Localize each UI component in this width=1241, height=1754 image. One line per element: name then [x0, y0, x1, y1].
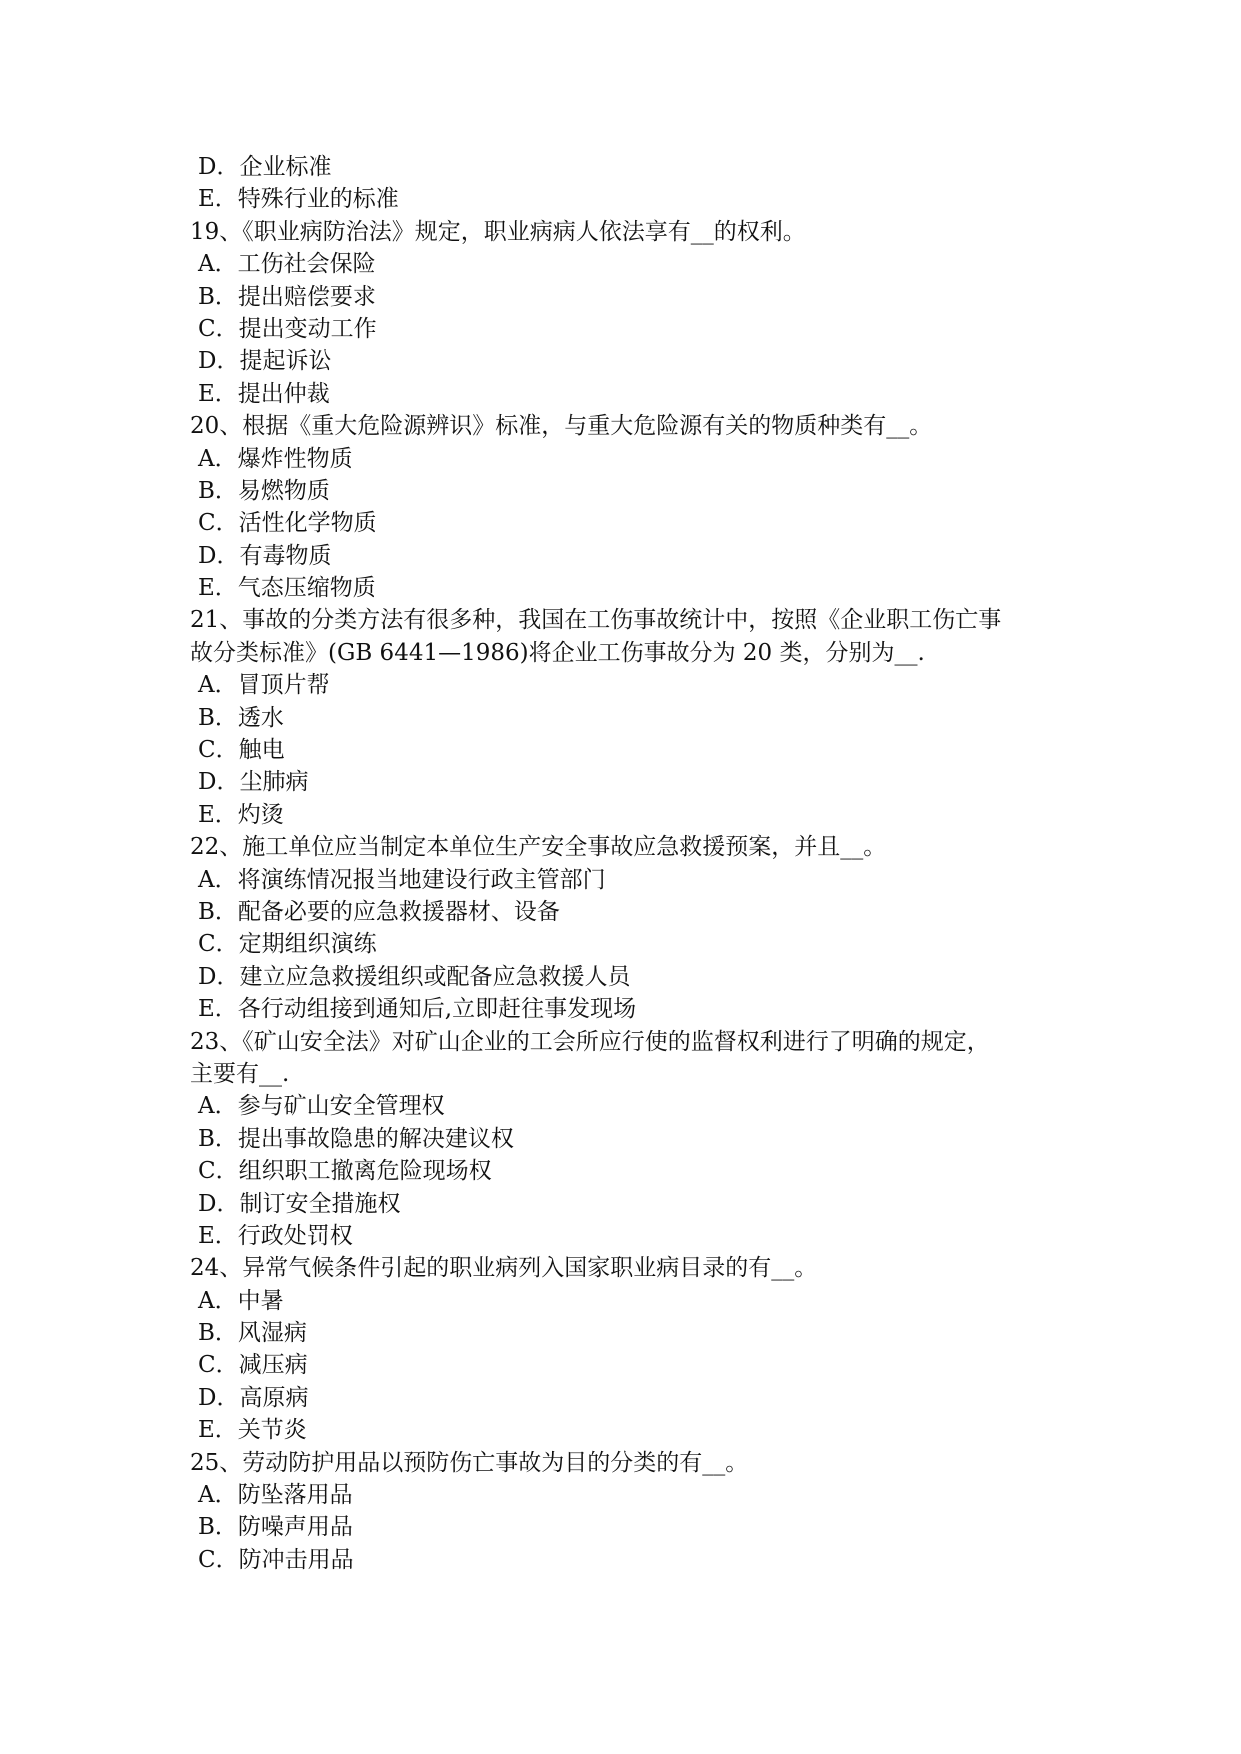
option-line: D．制订安全措施权	[198, 1190, 401, 1217]
option-line: C．定期组织演练	[198, 931, 377, 958]
option-line: B．透水	[198, 704, 284, 731]
option-line: A．参与矿山安全管理权	[198, 1093, 445, 1120]
option-line: C．减压病	[198, 1352, 308, 1379]
option-line: E．关节炎	[198, 1417, 307, 1444]
option-line: C．活性化学物质	[198, 510, 377, 537]
question-line: 22、施工单位应当制定本单位生产安全事故应急救援预案，并且__。	[190, 834, 887, 861]
option-line: E．各行动组接到通知后,立即赶往事发现场	[198, 996, 637, 1023]
option-line: B．提出赔偿要求	[198, 283, 376, 310]
option-line: D．建立应急救援组织或配备应急救援人员	[198, 963, 631, 990]
option-line: A．防坠落用品	[198, 1482, 353, 1509]
option-line: A．将演练情况报当地建设行政主管部门	[198, 866, 606, 893]
option-line: A．冒顶片帮	[198, 672, 330, 699]
option-line: B．配备必要的应急救援器材、设备	[198, 898, 560, 925]
option-line: E．提出仲裁	[198, 380, 330, 407]
option-line: D．企业标准	[198, 154, 332, 180]
option-line: A．工伤社会保险	[198, 251, 376, 278]
option-line: B．防噪声用品	[198, 1514, 353, 1541]
question-line: 25、劳动防护用品以预防伤亡事故为目的分类的有__。	[190, 1449, 749, 1476]
option-line: E．特殊行业的标准	[198, 186, 399, 213]
option-line: E．行政处罚权	[198, 1222, 353, 1249]
option-line: C．提出变动工作	[198, 315, 377, 342]
option-line: B．风湿病	[198, 1320, 307, 1347]
option-line: D．有毒物质	[198, 542, 332, 569]
option-line: B．易燃物质	[198, 477, 330, 504]
option-line: C．触电	[198, 737, 285, 764]
option-line: C．防冲击用品	[198, 1546, 354, 1573]
option-line: B．提出事故隐患的解决建议权	[198, 1125, 514, 1152]
option-line: E．气态压缩物质	[198, 575, 376, 602]
option-line: C．组织职工撤离危险现场权	[198, 1158, 492, 1185]
option-line: D．高原病	[198, 1384, 309, 1411]
question-line: 24、异常气候条件引起的职业病列入国家职业病目录的有__。	[190, 1255, 818, 1282]
question-line: 21、事故的分类方法有很多种，我国在工伤事故统计中，按照《企业职工伤亡事	[190, 607, 1002, 634]
exam-question-list	[190, 151, 1060, 1576]
option-line: E．灼烫	[198, 801, 284, 828]
option-line: A．中暑	[198, 1287, 284, 1314]
question-line: 23、《矿山安全法》对矿山企业的工会所应行使的监督权利进行了明确的规定，	[190, 1028, 990, 1055]
question-continuation-line: 主要有__.	[190, 1060, 290, 1087]
question-continuation-line: 故分类标准》(GB 6441—1986)将企业工伤事故分为 20 类，分别为__.	[190, 639, 925, 666]
option-line: A．爆炸性物质	[198, 445, 353, 472]
question-line: 19、《职业病防治法》规定，职业病病人依法享有__的权利。	[190, 218, 806, 245]
option-line: D．提起诉讼	[198, 348, 332, 375]
question-line: 20、根据《重大危险源辨识》标准，与重大危险源有关的物质种类有__。	[190, 413, 933, 440]
option-line: D．尘肺病	[198, 769, 309, 796]
